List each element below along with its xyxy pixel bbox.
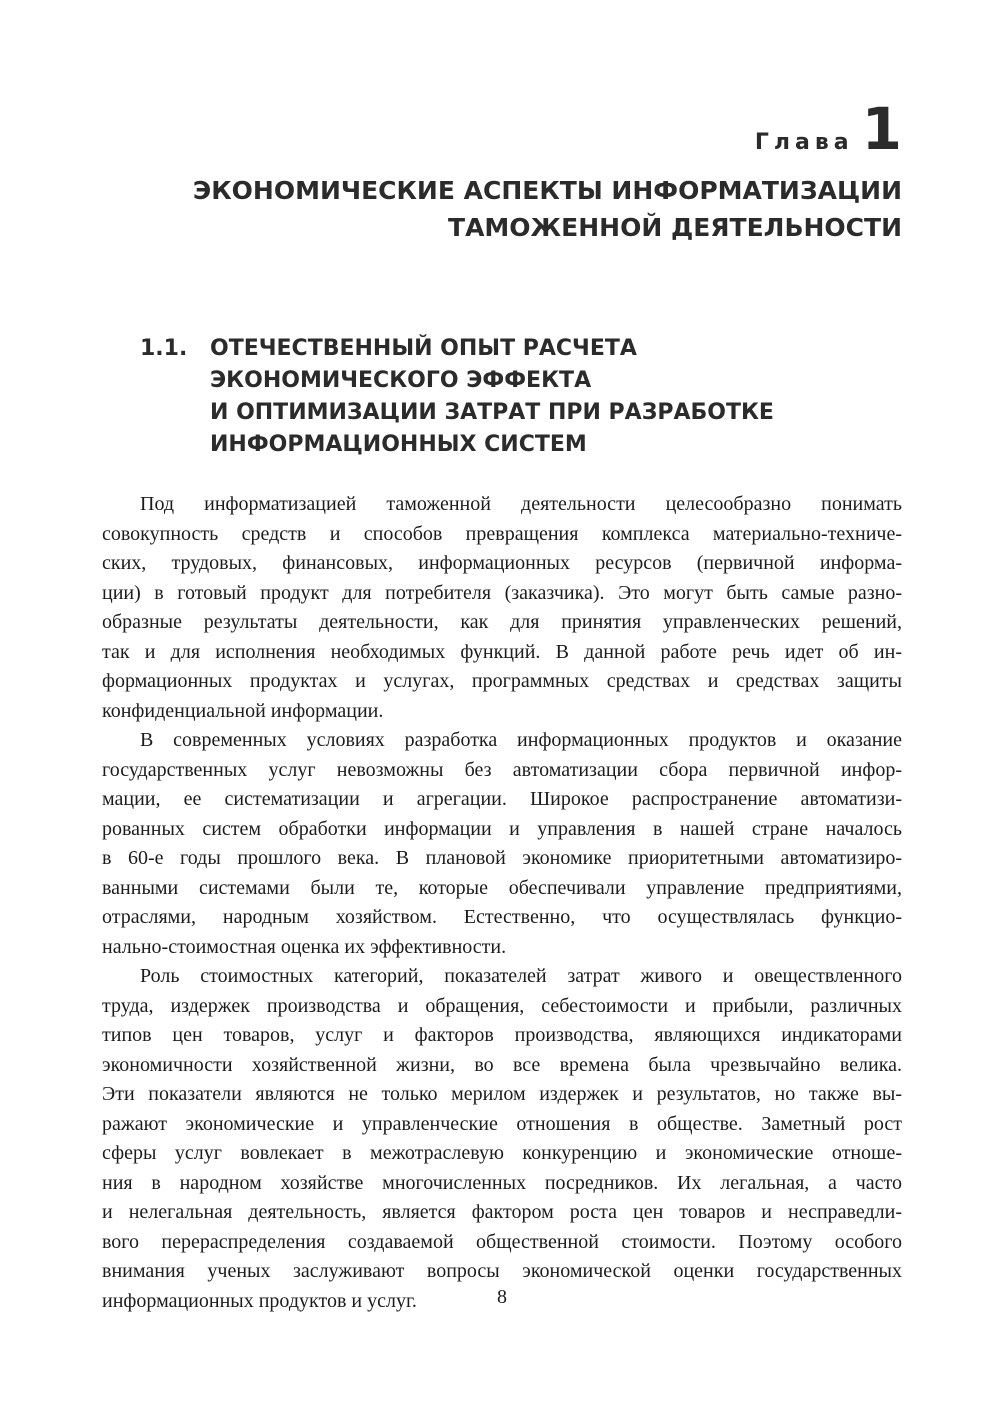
text-line: так и для исполнения необходимых функций. В данной работе речь идет об ин- [102, 640, 902, 663]
text-line: мации, ее систематизации и агрегации. Широкое распространение автоматизи- [102, 788, 902, 810]
section-number: 1.1. [140, 336, 188, 361]
text-line: труда, издержек производства и обращения, себестоимости и прибыли, различных [102, 994, 902, 1017]
section-title-line: И ОПТИМИЗАЦИИ ЗАТРАТ ПРИ РАЗРАБОТКЕ [210, 400, 774, 425]
text-line: ции) в готовый продукт для потребителя (заказчика). Это могут быть самые разно- [102, 581, 902, 604]
text-line: вого перераспределения создаваемой общественной стоимости. Поэтому особого [102, 1230, 902, 1253]
text-line: сферы услуг вовлекает в межотраслевую конкуренцию и экономические отноше- [102, 1142, 902, 1164]
text-line: ражают экономические и управленческие отношения в обществе. Заметный рост [102, 1112, 902, 1135]
body-text [102, 490, 902, 1316]
text-line: совокупность средств и способов превращения комплекса материально-техниче- [102, 522, 902, 545]
chapter-number: 1 [861, 95, 902, 163]
paragraph-3 [102, 962, 902, 1316]
paragraph-1 [102, 490, 902, 726]
text-line: экономичности хозяйственной жизни, во все времена была чрезвычайно велика. [102, 1053, 902, 1076]
section-title-line: ИНФОРМАЦИОННЫХ СИСТЕМ [210, 432, 587, 457]
text-line: ния в народном хозяйстве многочисленных посредников. Их легальная, а часто [102, 1171, 902, 1194]
text-line: внимания ученых заслуживают вопросы экономической оценки государственных [102, 1260, 902, 1282]
page-number: 8 [497, 1286, 507, 1308]
text-line: формационных продуктах и услугах, программных средствах и средствах защиты [102, 670, 902, 692]
chapter-label [754, 95, 902, 163]
text-line: образные результаты деятельности, как для принятия управленческих решений, [102, 611, 902, 633]
text-line: ских, трудовых, финансовых, информационных ресурсов (первичной информа- [102, 552, 902, 574]
text-line: нально-стоимостная оценка их эффективности. [102, 935, 507, 958]
text-line: и нелегальная деятельность, является фактором роста цен товаров и несправедли- [102, 1201, 902, 1223]
text-line: В современных условиях разработка информационных продуктов и оказание [140, 729, 902, 751]
section-title-line: ЭКОНОМИЧЕСКОГО ЭФФЕКТА [210, 368, 592, 393]
text-line: отраслями, народным хозяйством. Естественно, что осуществлялась функцио- [102, 906, 902, 928]
chapter-title-line: ТАМОЖЕННОЙ ДЕЯТЕЛЬНОСТИ [448, 213, 902, 242]
section-title [210, 333, 774, 461]
text-line: Под информатизацией таможенной деятельности целесообразно понимать [140, 493, 902, 515]
text-line: информационных продуктов и услуг. [102, 1289, 417, 1312]
chapter-title-line: ЭКОНОМИЧЕСКИЕ АСПЕКТЫ ИНФОРМАТИЗАЦИИ [192, 176, 902, 205]
text-line: в 60-е годы прошлого века. В плановой экономике приоритетными автоматизиро- [102, 847, 902, 869]
chapter-word: Глава [754, 130, 854, 155]
text-line: типов цен товаров, услуг и факторов производства, являющихся индикаторами [102, 1024, 902, 1046]
text-line: государственных услуг невозможны без автоматизации сбора первичной инфор- [102, 758, 902, 781]
text-line: рованных систем обработки информации и управления в нашей стране началось [102, 817, 902, 840]
text-line: ванными системами были те, которые обеспечивали управление предприятиями, [102, 876, 902, 899]
paragraph-2 [102, 726, 902, 962]
text-line: конфиденциальной информации. [102, 699, 384, 722]
section-title-line: ОТЕЧЕСТВЕННЫЙ ОПЫТ РАСЧЕТА [210, 336, 637, 361]
text-line: Эти показатели являются не только мерилом издержек и результатов, но также вы- [102, 1083, 902, 1105]
chapter-title [122, 172, 902, 246]
text-line: Роль стоимостных категорий, показателей затрат живого и овеществленного [140, 965, 902, 987]
